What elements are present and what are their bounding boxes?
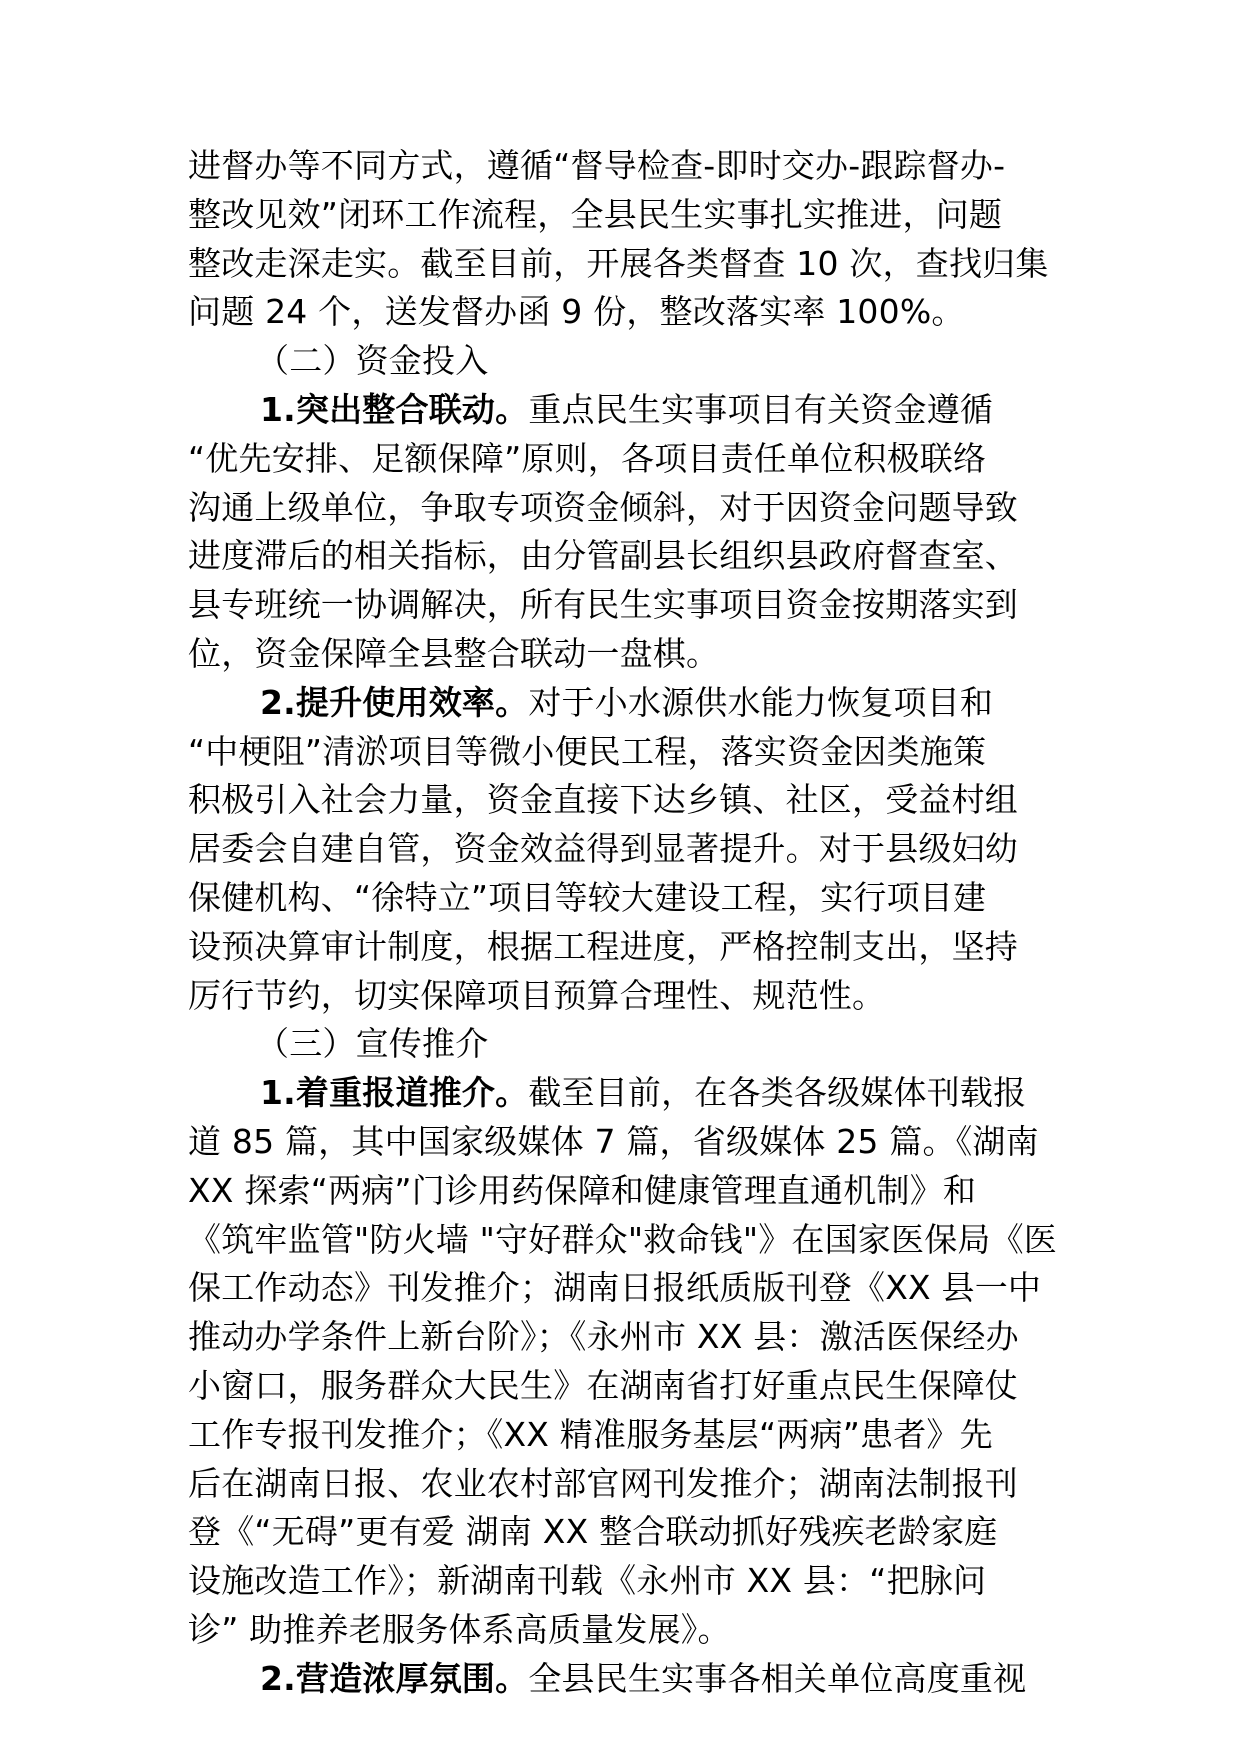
line-text: 整改见效”闭环工作流程，全县民生实事扎实推进，问题 <box>188 194 1003 234</box>
paragraph-first-line <box>188 679 1058 728</box>
text-line <box>188 630 1058 679</box>
text-line <box>188 1313 1058 1362</box>
text-line <box>188 1606 1058 1655</box>
line-text: 全县民生实事各相关单位高度重视 <box>528 1658 1027 1698</box>
line-text: 诊” 助推养老服务体系高质量发展》。 <box>188 1609 731 1649</box>
line-text: 小窗口，服务群众大民生》在湖南省打好重点民生保障仗 <box>188 1365 1018 1405</box>
line-text: 设预决算审计制度，根据工程进度，严格控制支出，坚持 <box>188 926 1018 966</box>
section-heading-text: （三）宣传推介 <box>256 1024 489 1064</box>
text-line <box>188 191 1058 240</box>
section-heading <box>188 1020 1058 1069</box>
line-text: 保工作动态》刊发推介；湖南日报纸质版刊登《XX 县一中 <box>188 1268 1042 1308</box>
text-line <box>188 142 1058 191</box>
subheading-lead: 1.突出整合联动。 <box>260 389 529 429</box>
line-text: “中梗阻”清淤项目等微小便民工程，落实资金因类施策 <box>188 731 987 771</box>
text-line <box>188 874 1058 923</box>
text-line <box>188 1460 1058 1509</box>
section-heading-text: （二）资金投入 <box>256 341 489 381</box>
line-text: 进督办等不同方式，遵循“督导检查-即时交办-跟踪督办- <box>188 146 1006 185</box>
line-text: 《筑牢监管"防火墙 "守好群众"救命钱"》在国家医保局《医 <box>188 1219 1058 1259</box>
text-line <box>188 1362 1058 1411</box>
text-line <box>188 240 1058 289</box>
line-text: 沟通上级单位，争取专项资金倾斜，对于因资金问题导致 <box>188 487 1018 527</box>
text-line <box>188 825 1058 874</box>
text-line <box>188 1167 1058 1216</box>
line-text: 截至目前，在各类各级媒体刊载报 <box>528 1073 1027 1113</box>
text-line <box>188 923 1058 972</box>
document-body <box>188 142 1058 1704</box>
line-text: 推动办学条件上新台阶》；《永州市 XX 县：激活医保经办 <box>188 1317 1019 1357</box>
subheading-lead: 1.着重报道推介。 <box>260 1073 529 1113</box>
text-line <box>188 484 1058 533</box>
line-text: 居委会自建自管，资金效益得到显著提升。对于县级妇幼 <box>188 829 1018 869</box>
line-text: 登《“无碍”更有爱 湖南 XX 整合联动抓好残疾老龄家庭 <box>188 1512 998 1552</box>
paragraph-first-line <box>188 1069 1058 1118</box>
text-line <box>188 776 1058 825</box>
text-line <box>188 1508 1058 1557</box>
text-line <box>188 581 1058 630</box>
text-line <box>188 288 1058 337</box>
line-text: 积极引入社会力量，资金直接下达乡镇、社区，受益村组 <box>188 780 1018 820</box>
subheading-lead: 2.营造浓厚氛围。 <box>260 1658 529 1698</box>
line-text: 道 85 篇，其中国家级媒体 7 篇，省级媒体 25 篇。《湖南 <box>188 1121 1039 1161</box>
line-text: 进度滞后的相关指标，由分管副县长组织县政府督查室、 <box>188 536 1018 576</box>
text-line <box>188 972 1058 1021</box>
line-text: 问题 24 个，送发督办函 9 份，整改落实率 100%。 <box>188 292 965 332</box>
text-line <box>188 435 1058 484</box>
line-text: 整改走深走实。截至目前，开展各类督查 10 次，查找归集 <box>188 243 1049 283</box>
text-line <box>188 728 1058 777</box>
text-line <box>188 1557 1058 1606</box>
line-text: XX 探索“两病”门诊用药保障和健康管理直通机制》和 <box>188 1170 977 1210</box>
text-line <box>188 532 1058 581</box>
text-line <box>188 1264 1058 1313</box>
paragraph-first-line <box>188 1655 1058 1704</box>
line-text: 厉行节约，切实保障项目预算合理性、规范性。 <box>188 975 886 1015</box>
line-text: 县专班统一协调解决，所有民生实事项目资金按期落实到 <box>188 585 1018 625</box>
line-text: 保健机构、“徐特立”项目等较大建设工程，实行项目建 <box>188 877 987 917</box>
subheading-lead: 2.提升使用效率。 <box>260 682 529 722</box>
section-heading <box>188 337 1058 386</box>
text-line <box>188 1118 1058 1167</box>
line-text: 后在湖南日报、农业农村部官网刊发推介；湖南法制报刊 <box>188 1463 1018 1503</box>
line-text: 设施改造工作》；新湖南刊载《永州市 XX 县：“把脉问 <box>188 1561 987 1601</box>
line-text: “优先安排、足额保障”原则，各项目责任单位积极联络 <box>188 438 987 478</box>
line-text: 对于小水源供水能力恢复项目和 <box>528 682 994 722</box>
line-text: 重点民生实事项目有关资金遵循 <box>528 389 994 429</box>
line-text: 工作专报刊发推介；《XX 精准服务基层“两病”患者》先 <box>188 1414 993 1454</box>
text-line <box>188 1216 1058 1265</box>
paragraph-first-line <box>188 386 1058 435</box>
text-line <box>188 1411 1058 1460</box>
line-text: 位，资金保障全县整合联动一盘棋。 <box>188 633 720 673</box>
